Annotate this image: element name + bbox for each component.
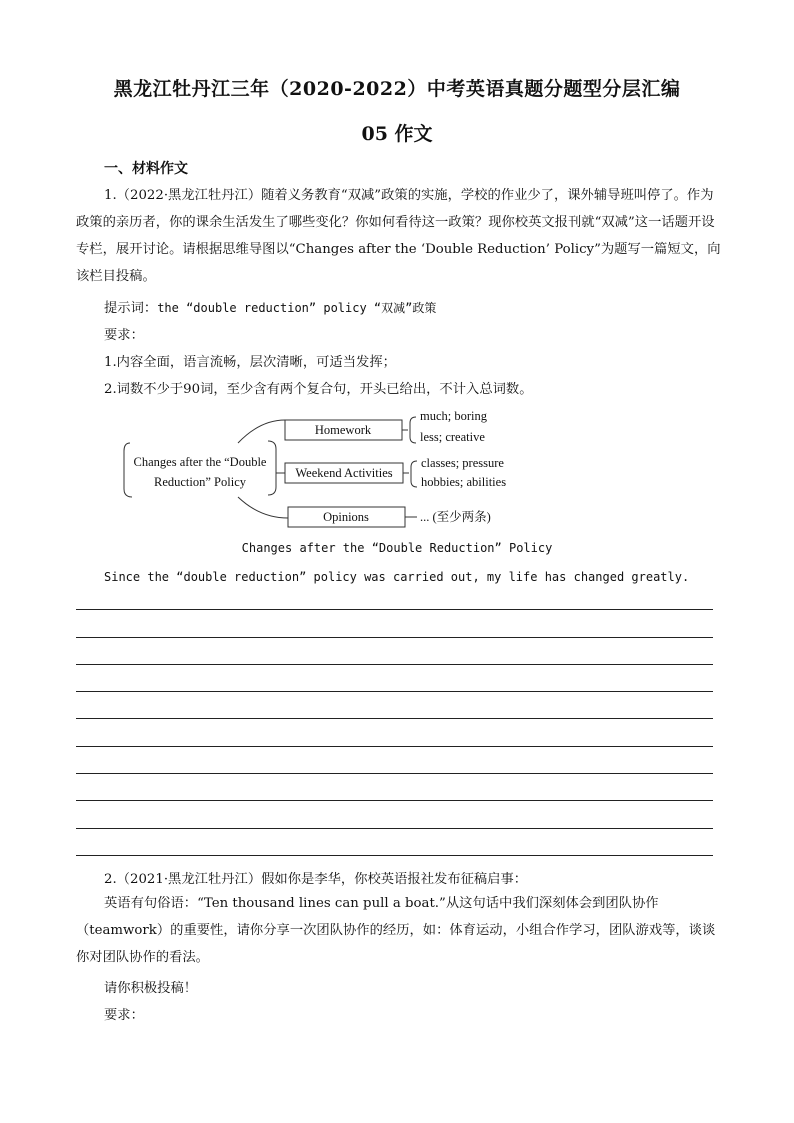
- question-2-requirements-label: 要求：: [104, 1008, 144, 1023]
- branch-weekend-label: Weekend Activities: [295, 466, 393, 480]
- writing-line[interactable]: [76, 718, 713, 719]
- mind-map-center-line1: Changes after the “Double: [133, 455, 267, 469]
- writing-line[interactable]: [76, 773, 713, 774]
- opinions-note: ... (至少两条): [420, 510, 491, 524]
- question-1-intro: 1.（2022·黑龙江牡丹江）随着义务教育“双减”政策的实施，学校的作业少了，课外辅导班叫停了。作为政策的亲历者，你的课余生活发生了哪些变化？你如何看待这一政策？现你校英文报刊就“双减”这一话题开设专栏，展开讨论。请根据思维导图以“Changes after the ‘Double Reduction’ Policy”为题写一篇短文，向该栏目投稿。: [76, 188, 721, 284]
- writing-line[interactable]: [76, 800, 713, 801]
- essay-title: Changes after the “Double Reduction” Policy: [241, 541, 553, 555]
- mind-map-center-line2: Reduction” Policy: [154, 475, 246, 489]
- writing-line[interactable]: [76, 828, 713, 829]
- connector-homework: [238, 420, 285, 443]
- branch-opinions-label: Opinions: [323, 510, 369, 524]
- homework-note-1: much; boring: [420, 409, 488, 423]
- weekend-note-1: classes; pressure: [421, 456, 504, 470]
- requirement-2: 2.词数不少于90词，至少含有两个复合句，开头已给出，不计入总词数。: [104, 382, 533, 397]
- hint-label: 提示词：: [104, 301, 158, 316]
- question-2-body: 英语有句俗语：“Ten thousand lines can pull a boat.”从这句话中我们深刻体会到团队协作（teamwork）的重要性，请你分享一次团队协作的经历，如：体育运动，小组合作学习，团队游戏等，谈谈你对团队协作的看法。: [76, 896, 716, 965]
- branch-homework-label: Homework: [314, 423, 372, 437]
- requirements-label: 要求：: [104, 328, 144, 343]
- writing-line[interactable]: [76, 664, 713, 665]
- writing-line[interactable]: [76, 637, 713, 638]
- question-2-intro: 2.（2021·黑龙江牡丹江）假如你是李华，你校英语报社发布征稿启事：: [104, 872, 528, 887]
- document-subtitle: 05 作文: [361, 123, 433, 145]
- document-title: 黑龙江牡丹江三年（2020-2022）中考英语真题分题型分层汇编: [113, 78, 681, 100]
- section-heading: 一、材料作文: [104, 161, 188, 177]
- writing-line[interactable]: [76, 609, 713, 610]
- hint-line: [104, 297, 436, 316]
- weekend-note-2: hobbies; abilities: [421, 475, 507, 489]
- hint-text: the “double reduction” policy “双减”政策: [157, 301, 437, 315]
- mind-map-diagram: [120, 405, 540, 535]
- requirement-1: 1.内容全面，语言流畅，层次清晰，可适当发挥；: [104, 355, 396, 370]
- writing-line[interactable]: [76, 691, 713, 692]
- essay-opening: Since the “double reduction” policy was carried out, my life has changed greatly.: [104, 570, 690, 584]
- connector-opinions: [238, 497, 288, 518]
- question-2-call: 请你积极投稿！: [104, 981, 198, 996]
- writing-line[interactable]: [76, 746, 713, 747]
- writing-line[interactable]: [76, 855, 713, 856]
- homework-note-2: less; creative: [420, 430, 485, 444]
